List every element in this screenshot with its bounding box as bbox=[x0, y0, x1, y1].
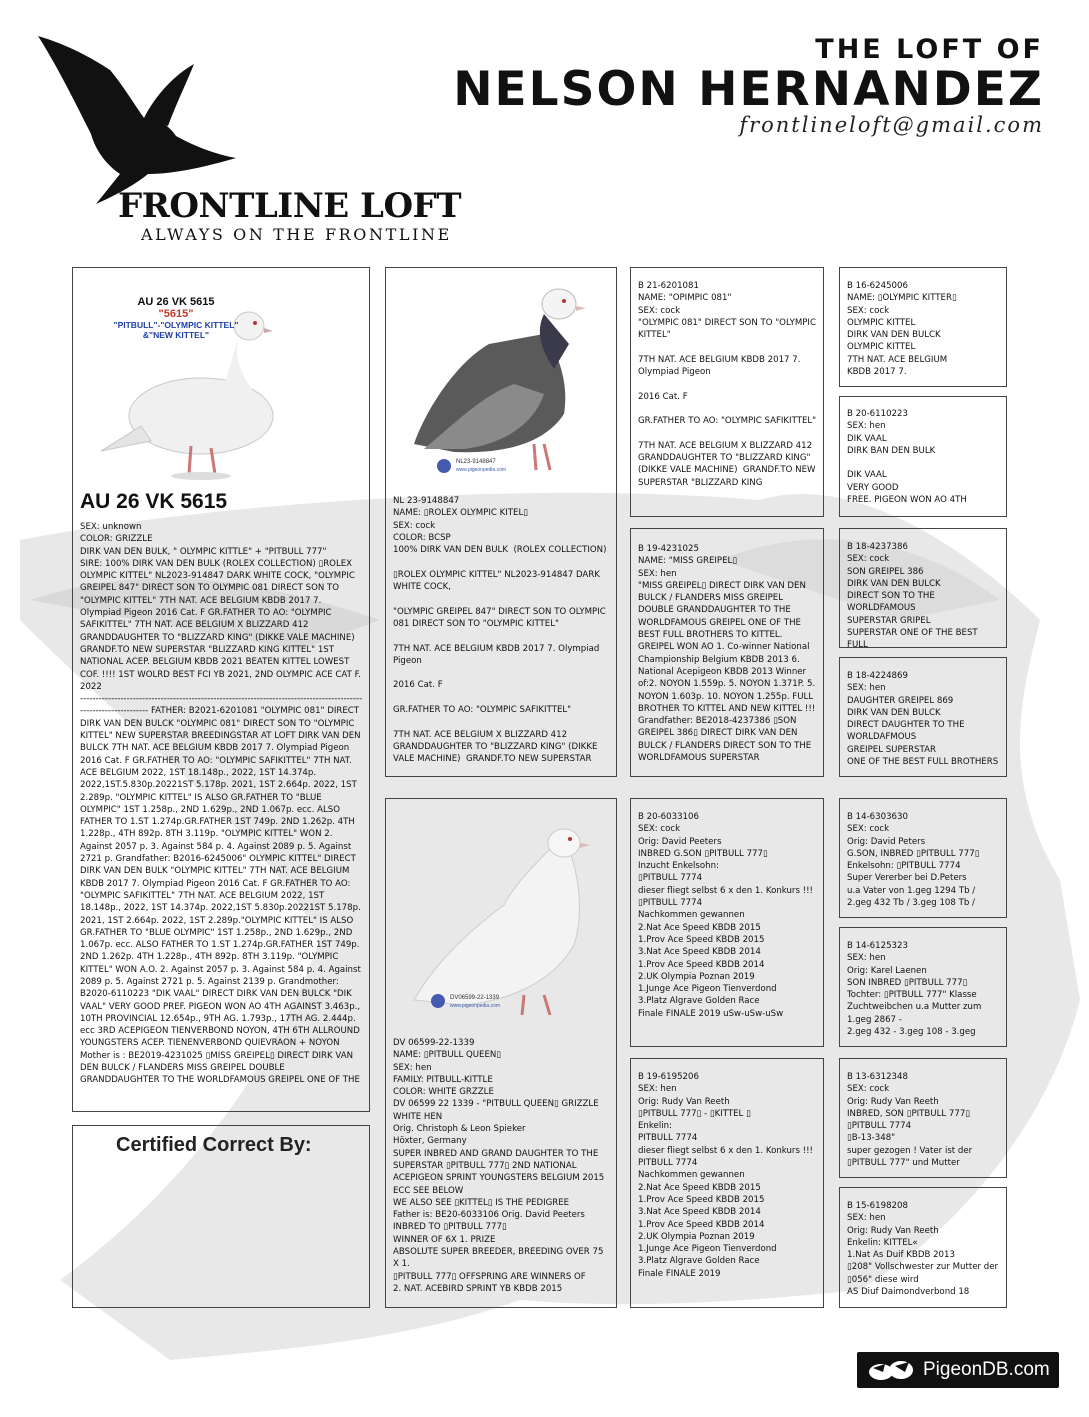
sire-sire-card bbox=[630, 267, 824, 517]
great-grandparent-details-3: B 18-4237386 SEX: cock SON GREIPEL 386 DIRK VAN DEN BULCK DIRECT SON TO THE WORLDFAMOUS SUPERSTAR GRIPEL SUPERSTAR ONE OF THE BEST FULL bbox=[847, 542, 978, 648]
great-grandparent-details-8: B 15-6198208 SEX: hen Orig: Rudy Van Reeth Enkelin: KITTEL« 1.Nat As Duif KBDB 2013 ▯208" Vollschwester zur Mutter der ▯056" diese wird AS Diuf Daimondverbond 18 bbox=[847, 1201, 999, 1298]
sire-pigeon-image bbox=[394, 274, 608, 490]
dam-sire-details: B 20-6033106 SEX: cock Orig: David Peeters INBRED G.SON ▯PITBULL 777▯ Inzucht Enkelsohn: ▯PITBULL 7774 dieser fliegt selbst 6 x den 1. Konkurs !!! ▯PITBULL 7774 Nachkommen gewannen 2.Nat Ace Speed KBDB 2015 1.Prov Ace Speed KBDB 2015 3.Nat Ace Speed KBDB 2014 1.Prov Ace Speed KBDB 2014 2.UK Olympia Poznan 2019 1.Junge Ace Pigeon Tienverdond 3.Platz Algrave Golden Race Finale FINALE 2019 uSw-uSw-uSw bbox=[638, 812, 814, 1019]
dam-card bbox=[385, 798, 617, 1308]
subject-photo-ring: AU 26 VK 5615 bbox=[137, 296, 215, 308]
great-grandparent-card-3 bbox=[839, 528, 1007, 648]
subject-photo-name: "5615" bbox=[158, 308, 194, 320]
great-grandparent-card-6 bbox=[839, 927, 1007, 1047]
great-grandparent-details-7: B 13-6312348 SEX: cock Orig: Rudy Van Reeth INBRED, SON ▯PITBULL 777▯ ▯PITBULL 7774 ▯B-13-348" super gezogen ! Vater ist der ▯PITBULL 777" und Mutter bbox=[847, 1072, 973, 1169]
pigeondb-logo-icon bbox=[865, 1358, 917, 1382]
subject-ring: AU 26 VK 5615 bbox=[80, 490, 228, 513]
great-grandparent-card-5 bbox=[839, 798, 1007, 918]
great-grandparent-card-7 bbox=[839, 1058, 1007, 1178]
sire-card bbox=[385, 267, 617, 777]
certified-card bbox=[72, 1125, 370, 1308]
dam-dam-details: B 19-6195206 SEX: hen Orig: Rudy Van Reeth ▯PITBULL 777▯ - ▯KITTEL ▯ Enkelin: PITBULL 7774 dieser fliegt selbst 6 x den 1. Konkurs !!! PITBULL 7774 Nachkommen gewannen 2.Nat Ace Speed KBDB 2015 1.Prov Ace Speed KBDB 2015 3.Nat Ace Speed KBDB 2014 1.Prov Ace Speed KBDB 2014 2.UK Olympia Poznan 2019 1.Junge Ace Pigeon Tienverdond 3.Platz Algrave Golden Race Finale FINALE 2019 bbox=[638, 1072, 814, 1279]
sire-dam-card bbox=[630, 528, 824, 777]
great-grandparent-details-5: B 14-6303630 SEX: cock Orig: David Peters G.SON, INBRED ▯PITBULL 777▯ Enkelsohn: ▯PITBULL 7774 Super Vererber bei D.Peters u.a Vater von 1.geg 1294 Tb / 2.geg 432 Tb / 3.geg 108 Tb / bbox=[847, 812, 980, 909]
sire-photo-ring: NL23-9148847 bbox=[456, 459, 496, 465]
dam-dam-card bbox=[630, 1058, 824, 1308]
subject-card bbox=[72, 267, 370, 1112]
subject-photo-line: "PITBULL"-"OLYMPIC KITTEL" &"NEW KITTEL" bbox=[113, 320, 239, 340]
great-grandparent-details-4: B 18-4224869 SEX: hen DAUGHTER GREIPEL 869 DIRK VAN DEN BULCK DIRECT DAUGHTER TO THE WORLDAFMOUS GREIPEL SUPERSTAR ONE OF THE BEST FULL BROTHERS bbox=[847, 671, 999, 768]
great-grandparent-card-8 bbox=[839, 1187, 1007, 1308]
great-grandparent-details-1: B 16-6245006 NAME: ▯OLYMPIC KITTER▯ SEX: cock OLYMPIC KITTEL DIRK VAN DEN BULCK OLYMPIC KITTEL 7TH NAT. ACE BELGIUM KBDB 2017 7. bbox=[847, 281, 957, 378]
subject-details: SEX: unknown COLOR: GRIZZLE DIRK VAN DEN BULK, " OLYMPIC KITTLE" + "PITBULL 777" SIRE: 100% DIRK VAN DEN BULK (ROLEX COLLECTION) ▯ROLEX OLYMPIC KITTEL" NL2023-914847 DARK WHITE COCK, "OLYMPIC GREIPEL 847" DIRECT SON TO OLYMPIC 081 DIRECT SON TO "OLYMPIC KITTEL" 7TH NAT. ACE BELGIUM KBDB 2017 7. Olympiad Pigeon 2016 Cat. F GR.FATHER TO AO: "OLYMPIC SAFIKITTEL" 7TH NAT. ACE BELGIUM X BLIZZARD 412 GRANDDAUGHTER TO "BLIZZARD KING" (DIKKE VALE MACHINE) GRANDF.TO NEW SUPERSTAR "BLIZZARD KING KITTEL" 1ST NATIONAL ACEP. BELGIUM KBDB 2021 BEATEN KITTEL LOWEST COF. !!!! 1ST WOLRD BEST FCI YB 2021, 2ND OLYMPIC ACE CAT F. 2022 ----------------------------------------------------------------------------------------------------------------- FATHER: B2021-6201081 "OLYMPIC 081" DIRECT DIRK VAN DEN BULCK "OLYMPIC 081" DIRECT SON TO "OLYMPIC KITTEL" NEW SUPERSTAR BREEDINGSTAR AT LOFT DIRK VAN DEN BULCK 7TH NAT. ACE BELGIUM KBDB 2017 7. Olympiad Pigeon 2016 Cat. F GR.FATHER TO AO: "OLYMPIC SAFIKITTEL" 7TH NAT. ACE BELGIUM 2022, 1ST 18.148p., 2022, 1ST 14.374p. 2022,1ST.5.830p.20221ST 5.178p. 2021, 1ST 2.664p. 2022, 1ST 2.289p. "OLYMPIC KITTEL" IS ALSO GR.FATHER TO "BLUE OLYMPIC" 1ST 1.258p., 2ND 1.629p., 2ND 1.067p. ecc. ALSO FATHER TO 1.ST 1.274p.GR.FATHER 1ST 749p. 2ND 1.262p. 4TH 1.228p., 4TH 892p. 8TH 3.119p. "OLYMPIC KITTEL" WON 2. Against 2057 p. 3. Against 584 p. 4. Against 2089 p. 5. Against 2721 p. Grandfather: B2016-6245006" OLYMPIC KITTEL" DIRECT DIRK VAN DEN BULK "OLYMPIC KITTEL" 7TH NAT. ACE BELGIUM KBDB 2017 7. Olympiad Pigeon 2016 Cat. F GR.FATHER TO AO: "OLYMPIC SAFIKITTEL" 7TH NAT. ACE BELGIUM 2022, 1ST 18.148p., 2022, 1ST 14.374p. 2022,1ST 5.830p.20221ST 5.178p. 2021, 1ST 2.664p. 2022, 1ST 2.289p."OLYMPIC KITTEL" IS ALSO GR.FATHER TO "BLUE OLYMPIC" 1ST 1.258p., 2ND 1.629p., 2ND 1.067p. ecc. ALSO FATHER TO 1.ST 1.274p.GR.FATHER 1ST 749p. 2ND 1.262p. 4TH 1.228p., 4TH 892p. 8TH 3.119p. "OLYMPIC KITTEL" WON A.O. 2. Against 2057 p. 3. Against 584 p. 4. Against 2089 p. 5. Against 2721 p. 5. Against 2139 p. Grandmother: B2020-6110223 "DIK VAAL" DIRECT DIRK VAN DEN BULCK "DIK VAAL" VERY GOOD PREF. PIGEON WON AO 4TH AGAINST 3.463p., 10TH PROVINCIAL 12.654p., 9TH AG. 1.793p., 17TH AG. 2.444p. ecc 3RD ACEPIGEON TIENVERBOND NOYON, 4TH 6TH ALLROUND YOUNGSTERS ACEP. TIENENVERBOND QUIEVRAON + NOYON Mother is : BE2019-4231025 ▯MISS GREIPEL▯ DIRECT DIRK VAN DEN BULCK / FLANDERS MISS GREIPEL DOUBLE GRANDDAUGHTER TO THE WORLDFAMOUS GREIPEL ONE OF THE bbox=[80, 522, 363, 1086]
great-grandparent-card-1 bbox=[839, 267, 1007, 387]
great-grandparent-card-4 bbox=[839, 657, 1007, 777]
dove-logo-icon bbox=[36, 34, 241, 209]
sire-dam-details: B 19-4231025 NAME: "MISS GREIPEL▯ SEX: hen "MISS GREIPEL▯ DIRECT DIRK VAN DEN BULCK / FLANDERS MISS GREIPEL DOUBLE GRANDDAUGHTER TO THE WORLDFAMOUS GREIPEL ONE OF THE BEST FULL BROTHERS TO KITTEL. GREIPEL WON AO 1. Co-winner National Championship Belgium KBDB 2013 6. National Acepigeon KBDB 2013 Winner of:2. NOYON 1.559p. 5. NOYON 1.371P. 5. NOYON 1.603p. 10. NOYON 1.255p. FULL BROTHER TO KITTEL AND NEW KITTEL !!! Grandfather: BE2018-4237386 ▯SON GREIPEL 386▯ DIRECT DIRK VAN DEN BULCK / FLANDERS DIRECT SON TO THE WORLDFAMOUS SUPERSTAR bbox=[638, 544, 816, 764]
dam-details: DV 06599-22-1339 NAME: ▯PITBULL QUEEN▯ SEX: hen FAMILY: PITBULL-KITTLE COLOR: WHITE GRZZLE DV 06599 22 1339 - "PITBULL QUEEN▯ GRIZZLE WHITE HEN Orig. Christoph & Leon Spieker Höxter, Germany SUPER INBRED AND GRAND DAUGHTER TO THE SUPERSTAR ▯PITBULL 777▯ 2ND NATIONAL ACEPIGEON SPRINT YOUNGSTERS BELGIUM 2015 ECC SEE BELOW WE ALSO SEE ▯KITTEL▯ IS THE PEDIGREE Father is: BE20-6033106 Orig. David Peeters INBRED TO ▯PITBULL 777▯ WINNER OF 6X 1. PRIZE ABSOLUTE SUPER BREEDER, BREEDING OVER 75 X 1. ▯PITBULL 777▯ OFFSPRING ARE WINNERS OF 2. NAT. ACEBIRD SPRINT YB KBDB 2015 bbox=[393, 1038, 605, 1294]
great-grandparent-card-2 bbox=[839, 396, 1007, 517]
sire-details: NL 23-9148847 NAME: ▯ROLEX OLYMPIC KITEL▯ SEX: cock COLOR: BCSP 100% DIRK VAN DEN BULK (ROLEX COLLECTION) ▯ROLEX OLYMPIC KITTEL" NL2023-914847 DARK WHITE COCK, "OLYMPIC GREIPEL 847" DIRECT SON TO OLYMPIC 081 DIRECT SON TO "OLYMPIC KITTEL" 7TH NAT. ACE BELGIUM KBDB 2017 7. Olympiad Pigeon 2016 Cat. F GR.FATHER TO AO: "OLYMPIC SAFIKITTEL" 7TH NAT. ACE BELGIUM X BLIZZARD 412 GRANDDAUGHTER TO "BLIZZARD KING" (DIKKE VALE MACHINE) GRANDF.TO NEW SUPERSTAR bbox=[393, 496, 607, 765]
header-owner-name: NELSON HERNANDEZ bbox=[453, 62, 1044, 117]
sire-sire-details: B 21-6201081 NAME: "OPIMPIC 081" SEX: cock "OLYMPIC 081" DIRECT SON TO "OLYMPIC KITTEL" 7TH NAT. ACE BELGIUM KBDB 2017 7. Olympiad Pigeon 2016 Cat. F GR.FATHER TO AO: "OLYMPIC SAFIKITTEL" 7TH NAT. ACE BELGIUM X BLIZZARD 412 GRANDDAUGHTER TO "BLIZZARD KING" (DIKKE VALE MACHINE) GRANDF.TO NEW SUPERSTAR "BLIZZARD KING bbox=[638, 281, 817, 488]
subject-photo bbox=[81, 276, 309, 488]
header-email: frontlineloft@gmail.com bbox=[739, 113, 1044, 137]
sire-photo-site: www.pigeonpedia.com bbox=[456, 467, 507, 473]
pigeondb-badge[interactable] bbox=[857, 1352, 1059, 1388]
pigeondb-label: PigeonDB.com bbox=[923, 1359, 1050, 1380]
logo-title: FRONTLINE LOFT bbox=[118, 186, 461, 226]
header-owner-prefix: THE LOFT OF bbox=[815, 34, 1044, 65]
great-grandparent-details-2: B 20-6110223 SEX: hen DIK VAAL DIRK BAN DEN BULK DIK VAAL VERY GOOD FREE. PIGEON WON AO 4TH bbox=[847, 409, 967, 506]
logo-tagline: ALWAYS ON THE FRONTLINE bbox=[141, 225, 452, 244]
certified-label: Certified Correct By: bbox=[116, 1134, 312, 1156]
dam-photo-ring: DV06599-22-1339 bbox=[450, 995, 500, 1001]
dam-pigeon-image bbox=[394, 805, 608, 1023]
great-grandparent-details-6: B 14-6125323 SEX: hen Orig: Karel Laenen SON INBRED ▯PITBULL 777▯ Tochter: ▯PITBULL 777" Klasse Zuchtweibchen u.a Mutter zum 1.geg 2867 - 2.geg 432 - 3.geg 108 - 3.geg bbox=[847, 941, 982, 1038]
dam-sire-card bbox=[630, 798, 824, 1047]
dam-photo-site: www.pigeonpedia.com bbox=[450, 1003, 501, 1009]
